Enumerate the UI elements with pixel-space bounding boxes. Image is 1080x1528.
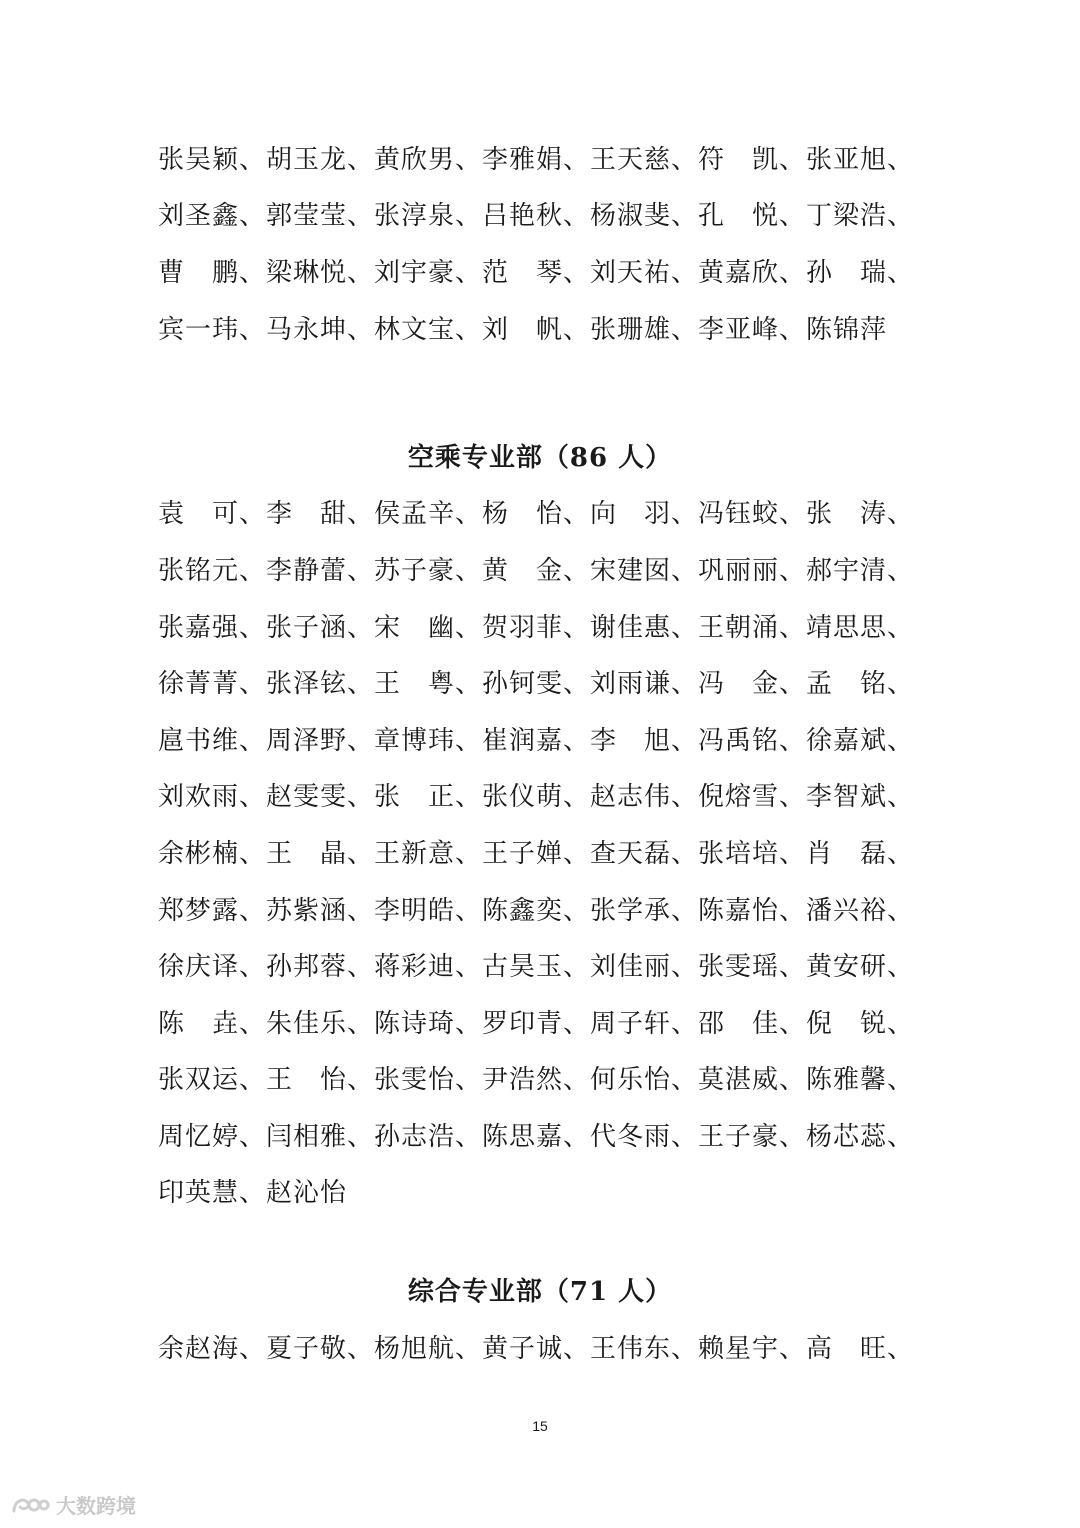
name-list-line: 郑梦露、苏紫涵、李明皓、陈鑫奕、张学承、陈嘉怡、潘兴裕、 bbox=[158, 896, 915, 926]
name-list-line: 陈 垚、朱佳乐、陈诗琦、罗印青、周子轩、邵 佳、倪 锐、 bbox=[158, 1009, 915, 1039]
name-list-line: 徐庆译、孙邦蓉、蒋彩迪、古昊玉、刘佳丽、张雯瑶、黄安研、 bbox=[158, 952, 915, 982]
watermark-text: 大数跨境 bbox=[56, 1494, 136, 1518]
name-list-line: 余彬楠、王 晶、王新意、王子婵、查天磊、张培培、肖 磊、 bbox=[158, 839, 915, 869]
watermark bbox=[10, 1490, 136, 1519]
watermark-logo-icon bbox=[10, 1493, 50, 1517]
name-list-line: 徐菁菁、张泽铉、王 粤、孙钶雯、刘雨谦、冯 金、孟 铭、 bbox=[158, 669, 915, 699]
name-list-line: 张双运、王 怡、张雯怡、尹浩然、何乐怡、莫湛威、陈雅馨、 bbox=[158, 1065, 915, 1095]
name-list-line: 刘圣鑫、郭莹莹、张淳泉、吕艳秋、杨淑斐、孔 悦、丁梁浩、 bbox=[158, 201, 915, 231]
name-list-line: 刘欢雨、赵雯雯、张 正、张仪萌、赵志伟、倪熔雪、李智斌、 bbox=[158, 782, 915, 812]
page-number: 15 bbox=[532, 1418, 548, 1434]
name-list-line: 张铭元、李静蕾、苏子豪、黄 金、宋建囡、巩丽丽、郝宇清、 bbox=[158, 556, 915, 586]
name-list-line: 印英慧、赵沁怡 bbox=[158, 1178, 348, 1208]
name-list-line: 周忆婷、闫相雅、孙志浩、陈思嘉、代冬雨、王子豪、杨芯蕊、 bbox=[158, 1122, 915, 1152]
name-list-line: 袁 可、李 甜、侯孟辛、杨 怡、向 羽、冯钰蛟、张 涛、 bbox=[158, 499, 915, 529]
name-list-line: 扈书维、周泽野、章博玮、崔润嘉、李 旭、冯禹铭、徐嘉斌、 bbox=[158, 726, 915, 756]
section-heading-cabin-crew: 空乘专业部（86 人） bbox=[407, 443, 673, 473]
section-heading-general: 综合专业部（71 人） bbox=[407, 1277, 673, 1307]
name-list-line: 余赵海、夏子敬、杨旭航、黄子诚、王伟东、赖星宇、高 旺、 bbox=[158, 1334, 915, 1364]
name-list-line: 宾一玮、马永坤、林文宝、刘 帆、张珊雄、李亚峰、陈锦萍 bbox=[158, 315, 888, 345]
name-list-line: 张吴颖、胡玉龙、黄欣男、李雅娟、王天慈、符 凯、张亚旭、 bbox=[158, 145, 915, 175]
name-list-line: 张嘉强、张子涵、宋 幽、贺羽菲、谢佳惠、王朝涌、靖思思、 bbox=[158, 613, 915, 643]
name-list-line: 曹 鹏、梁琳悦、刘宇豪、范 琴、刘天祐、黄嘉欣、孙 瑞、 bbox=[158, 258, 915, 288]
